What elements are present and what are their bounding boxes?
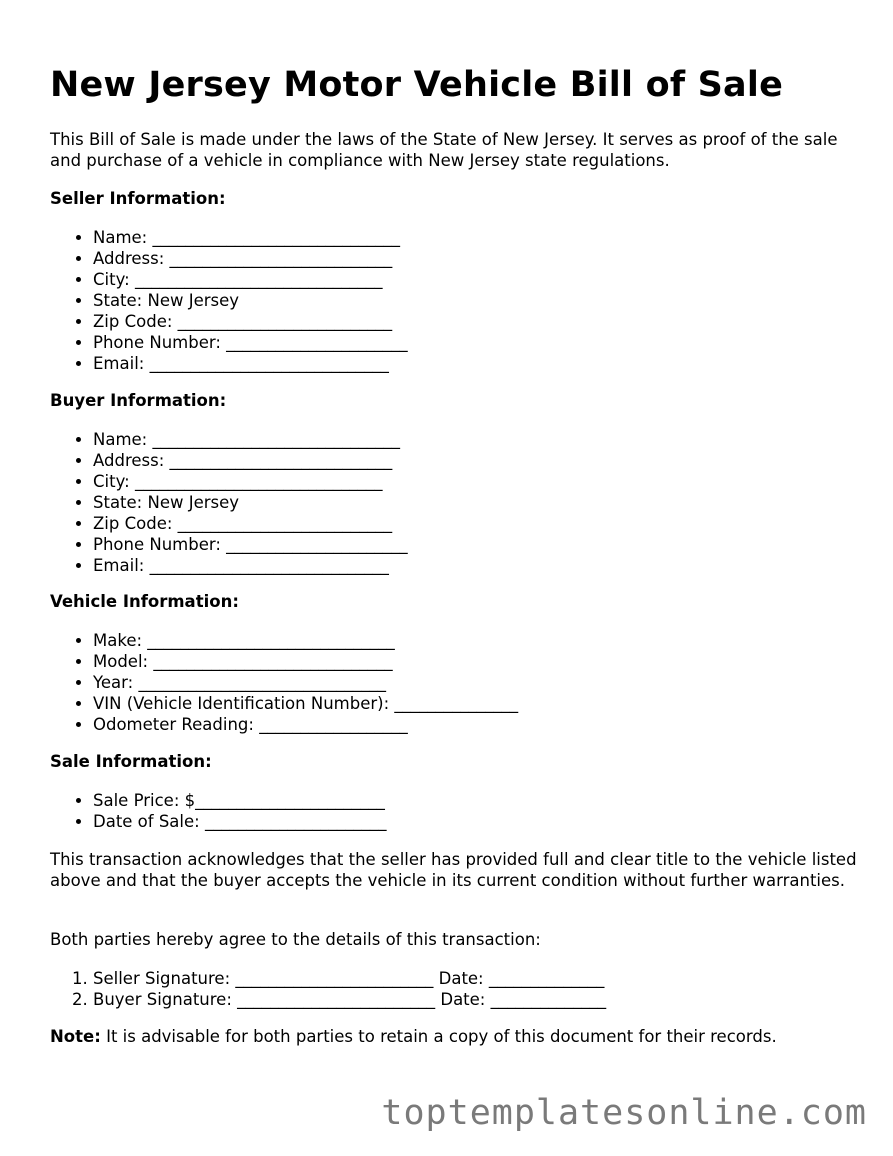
seller-heading: Seller Information: bbox=[50, 189, 226, 208]
buyer-signature-line: 2. Buyer Signature: ________________________ Date: ______________ bbox=[93, 989, 860, 1010]
note-label: Note: bbox=[50, 1027, 101, 1046]
seller-signature-line: 1. Seller Signature: ________________________ Date: ______________ bbox=[93, 968, 860, 989]
note-paragraph bbox=[50, 1026, 860, 1047]
buyer-heading: Buyer Information: bbox=[50, 391, 227, 410]
buyer-state-field: • State: New Jersey bbox=[93, 492, 860, 513]
intro-paragraph: This Bill of Sale is made under the laws of the State of New Jersey. It serves as proof of the sale and purchase of a vehicle in compliance with New Jersey state regulations. bbox=[50, 130, 838, 170]
sale-price-field: • Sale Price: $_______________________ bbox=[93, 790, 860, 811]
sale-heading: Sale Information: bbox=[50, 752, 212, 771]
vehicle-list bbox=[50, 630, 860, 735]
buyer-city-field: • City: ______________________________ bbox=[93, 471, 860, 492]
buyer-zip-field: • Zip Code: __________________________ bbox=[93, 513, 860, 534]
sale-date-field: • Date of Sale: ______________________ bbox=[93, 811, 860, 832]
seller-city-field: • City: ______________________________ bbox=[93, 269, 860, 290]
seller-address-field: • Address: ___________________________ bbox=[93, 248, 860, 269]
acknowledgement-paragraph: This transaction acknowledges that the seller has provided full and clear title to the vehicle listed above and that the buyer accepts the vehicle in its current condition without further warranties. bbox=[50, 850, 857, 890]
signature-list bbox=[50, 968, 860, 1010]
seller-section bbox=[50, 188, 860, 374]
seller-name-field: • Name: ______________________________ bbox=[93, 227, 860, 248]
agreement-paragraph: Both parties hereby agree to the details of this transaction: bbox=[50, 930, 541, 949]
page-title: New Jersey Motor Vehicle Bill of Sale bbox=[50, 65, 784, 105]
buyer-name-field: • Name: ______________________________ bbox=[93, 429, 860, 450]
vehicle-year-field: • Year: ______________________________ bbox=[93, 672, 860, 693]
note-block bbox=[50, 1026, 860, 1047]
vehicle-make-field: • Make: ______________________________ bbox=[93, 630, 860, 651]
acknowledgement-block bbox=[50, 849, 860, 891]
site-watermark: toptemplatesonline.com bbox=[381, 1093, 867, 1133]
seller-list bbox=[50, 227, 860, 374]
buyer-address-field: • Address: ___________________________ bbox=[93, 450, 860, 471]
buyer-section bbox=[50, 390, 860, 576]
sale-list bbox=[50, 790, 860, 832]
vehicle-heading: Vehicle Information: bbox=[50, 592, 239, 611]
vehicle-odometer-field: • Odometer Reading: __________________ bbox=[93, 714, 860, 735]
seller-zip-field: • Zip Code: __________________________ bbox=[93, 311, 860, 332]
buyer-list bbox=[50, 429, 860, 576]
seller-state-field: • State: New Jersey bbox=[93, 290, 860, 311]
seller-phone-field: • Phone Number: ______________________ bbox=[93, 332, 860, 353]
vehicle-section bbox=[50, 591, 860, 735]
intro-paragraph-block bbox=[50, 129, 860, 171]
buyer-phone-field: • Phone Number: ______________________ bbox=[93, 534, 860, 555]
vehicle-vin-field: • VIN (Vehicle Identification Number): _______________ bbox=[93, 693, 860, 714]
buyer-email-field: • Email: _____________________________ bbox=[93, 555, 860, 576]
seller-email-field: • Email: _____________________________ bbox=[93, 353, 860, 374]
note-text: It is advisable for both parties to retain a copy of this document for their records. bbox=[100, 1027, 777, 1046]
vehicle-model-field: • Model: _____________________________ bbox=[93, 651, 860, 672]
sale-section bbox=[50, 751, 860, 832]
agreement-block bbox=[50, 929, 860, 1010]
